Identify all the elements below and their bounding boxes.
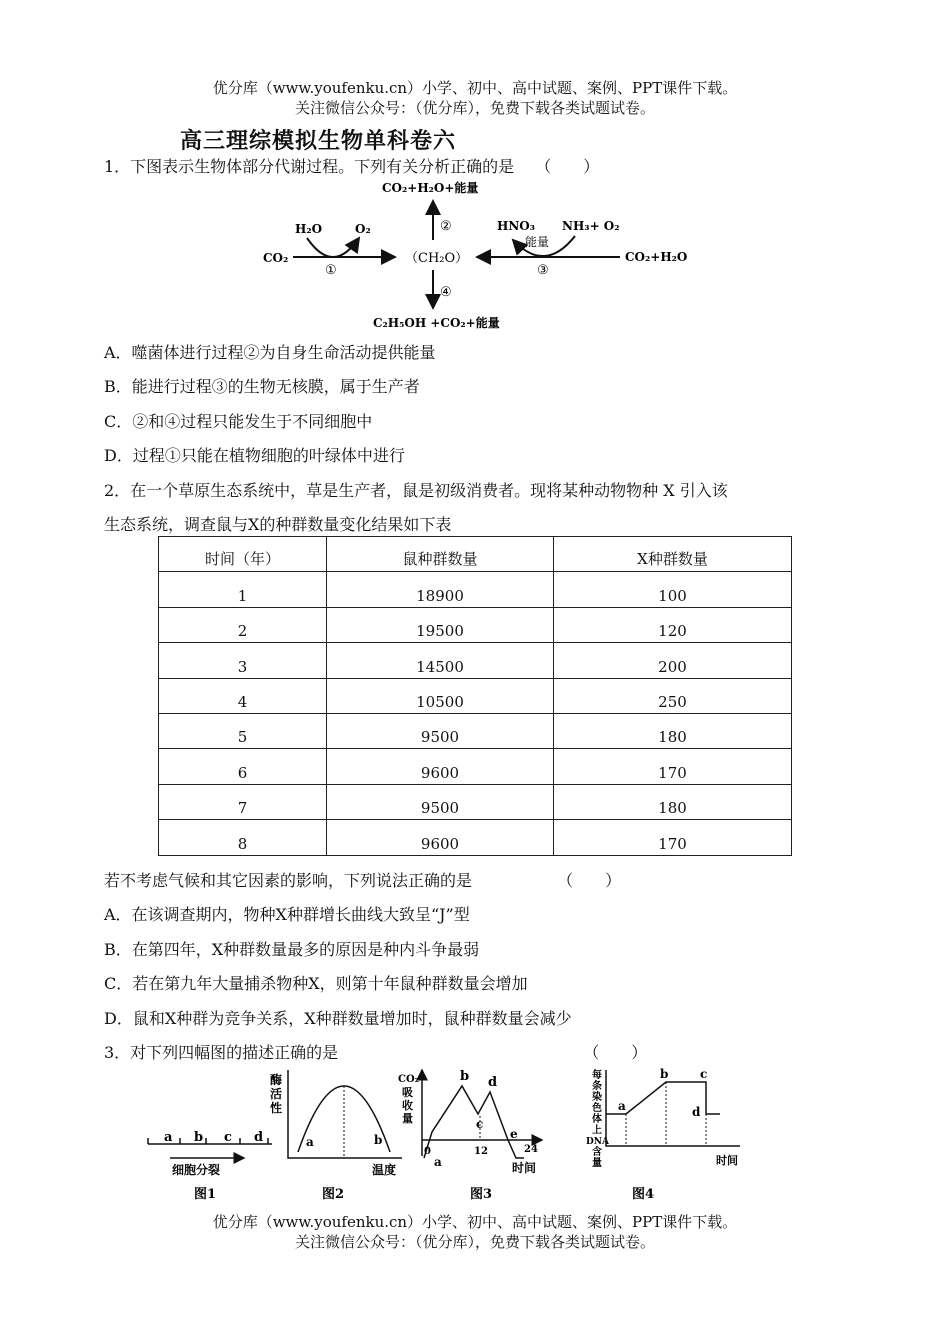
- fig2-ylabel-1: 酶: [270, 1073, 283, 1087]
- q1-label-1: ①: [325, 263, 337, 278]
- q2-question: [104, 870, 621, 892]
- fig4-ylabel-1: 每: [592, 1070, 602, 1081]
- table-header-row: [159, 537, 792, 572]
- q1-label-4: ④: [440, 285, 452, 300]
- fig3-xlabel: 时间: [512, 1161, 537, 1175]
- footer-line-2: 关注微信公众号：（优分库），免费下载各类试题试卷。: [294, 1233, 655, 1251]
- fig4-ylabel-2: 条: [592, 1081, 602, 1092]
- fig3-ylabel-3: 收: [402, 1099, 413, 1112]
- q1-label-2: ②: [440, 219, 452, 234]
- footer-line-1: 优分库（www.youfenku.cn）小学、初中、高中试题、案例、PPT课件下载。: [212, 1213, 738, 1231]
- q1-option-c: C．②和④过程只能发生于不同细胞中: [104, 412, 373, 431]
- q1-o2: O₂: [355, 222, 371, 236]
- q3-fig2: [270, 1070, 402, 1202]
- q1-h2o: H₂O: [295, 222, 323, 236]
- table-cell: 6: [159, 749, 327, 784]
- table-cell: 200: [554, 643, 792, 678]
- fig4-point-b: b: [660, 1067, 669, 1081]
- table-cell: 9500: [327, 713, 554, 748]
- fig3-point-d: d: [488, 1075, 498, 1090]
- fig1-caption: 图1: [194, 1187, 217, 1202]
- fig3-tick-24: 24: [524, 1144, 538, 1155]
- fig4-point-a: a: [618, 1099, 626, 1113]
- q1-nh3-o2: NH₃+ O₂: [562, 219, 620, 233]
- q3-fig3: [398, 1069, 542, 1202]
- table-row: [159, 678, 792, 713]
- fig4-ylabel-9: 量: [592, 1158, 602, 1169]
- table-header-cell: 鼠种群数量: [327, 537, 554, 572]
- table-cell: 9500: [327, 784, 554, 819]
- table-cell: 9600: [327, 749, 554, 784]
- header-line-2: 关注微信公众号：（优分库），免费下载各类试题试卷。: [294, 99, 655, 117]
- q2-option-c: C．若在第九年大量捕杀物种X，则第十年鼠种群数量会增加: [104, 974, 528, 993]
- q1-curve-1: [307, 238, 359, 257]
- fig4-ylabel-7: DNA: [586, 1137, 610, 1147]
- q1-answer-paren: （ ）: [535, 157, 600, 176]
- q3-figures: [140, 1062, 770, 1204]
- q1-stem: [104, 156, 599, 178]
- q1-diagram-bottom-label: C₂H₅OH +CO₂+能量: [373, 316, 500, 330]
- fig2-point-b: b: [374, 1133, 383, 1147]
- fig3-tick-0: 0: [424, 1146, 431, 1157]
- table-row: [159, 607, 792, 642]
- table-cell: 120: [554, 607, 792, 642]
- table-cell: 5: [159, 713, 327, 748]
- q1-stem-text: 1．下图表示生物体部分代谢过程。下列有关分析正确的是: [104, 157, 515, 176]
- fig2-ylabel-2: 活: [270, 1087, 283, 1101]
- header-line-1: 优分库（www.youfenku.cn）小学、初中、高中试题、案例、PPT课件下载。: [212, 79, 738, 97]
- q1-right-co2-h2o: CO₂+H₂O: [625, 250, 688, 264]
- table-row: [159, 820, 792, 855]
- table-row: [159, 643, 792, 678]
- fig3-point-e: e: [510, 1127, 518, 1141]
- q2-population-table: [158, 536, 792, 856]
- table-cell: 180: [554, 713, 792, 748]
- table-cell: 170: [554, 749, 792, 784]
- q2-option-b: B．在第四年，X种群数量最多的原因是种内斗争最弱: [104, 940, 480, 959]
- fig3-tick-12: 12: [474, 1146, 488, 1157]
- table-cell: 180: [554, 784, 792, 819]
- q1-option-b: B．能进行过程③的生物无核膜，属于生产者: [104, 377, 420, 396]
- fig2-point-a: a: [306, 1135, 314, 1149]
- table-cell: 10500: [327, 678, 554, 713]
- q3-answer-paren: （ ）: [583, 1043, 648, 1062]
- q3-fig1: [148, 1130, 272, 1202]
- table-cell: 18900: [327, 572, 554, 607]
- fig4-xlabel: 时间: [716, 1154, 738, 1167]
- q1-hno3: HNO₃: [497, 219, 536, 233]
- table-cell: 8: [159, 820, 327, 855]
- fig3-point-c: c: [476, 1117, 484, 1131]
- table-header-cell: 时间（年）: [159, 537, 327, 572]
- q1-label-3: ③: [537, 263, 549, 278]
- table-row: [159, 784, 792, 819]
- q1-energy: 能量: [525, 235, 550, 249]
- fig4-ylabel-5: 体: [592, 1114, 602, 1125]
- table-row: [159, 572, 792, 607]
- table-cell: 1: [159, 572, 327, 607]
- fig4-ylabel-4: 色: [592, 1103, 602, 1114]
- fig3-point-b: b: [460, 1069, 470, 1084]
- table-cell: 9600: [327, 820, 554, 855]
- fig1-label-b: b: [194, 1130, 204, 1145]
- q1-left-co2: CO₂: [263, 251, 289, 265]
- fig3-ylabel-1: CO₂: [398, 1074, 420, 1085]
- q2-stem-line-2: 生态系统，调查鼠与X的种群数量变化结果如下表: [104, 515, 452, 534]
- fig1-label-c: c: [224, 1130, 232, 1145]
- table-row: [159, 749, 792, 784]
- fig1-axis-label: 细胞分裂: [172, 1163, 221, 1177]
- table-row: [159, 713, 792, 748]
- fig1-label-d: d: [254, 1130, 264, 1145]
- q3-stem-text: 3．对下列四幅图的描述正确的是: [104, 1043, 339, 1062]
- table-cell: 2: [159, 607, 327, 642]
- q1-option-a: A．噬菌体进行过程②为自身生命活动提供能量: [104, 343, 436, 362]
- page-title: 高三理综模拟生物单科卷六: [180, 128, 457, 154]
- fig4-ylabel-8: 含: [592, 1147, 602, 1158]
- q3-stem: [104, 1042, 647, 1064]
- q3-fig4: [586, 1067, 740, 1202]
- table-cell: 4: [159, 678, 327, 713]
- q1-option-d: D．过程①只能在植物细胞的叶绿体中进行: [104, 446, 405, 465]
- q1-diagram-center-label: （CH₂O）: [405, 251, 469, 266]
- fig4-point-d: d: [692, 1105, 701, 1119]
- table-cell: 3: [159, 643, 327, 678]
- table-cell: 19500: [327, 607, 554, 642]
- fig4-point-c: c: [700, 1067, 708, 1081]
- fig3-caption: 图3: [470, 1187, 493, 1202]
- table-cell: 14500: [327, 643, 554, 678]
- fig4-ylabel-6: 上: [592, 1125, 602, 1136]
- fig2-caption: 图2: [322, 1187, 345, 1202]
- q2-option-d: D．鼠和X种群为竞争关系，X种群数量增加时，鼠种群数量会减少: [104, 1009, 572, 1028]
- q2-option-a: A．在该调查期内，物种X种群增长曲线大致呈“J”型: [104, 905, 470, 924]
- fig3-ylabel-4: 量: [402, 1112, 413, 1125]
- table-cell: 250: [554, 678, 792, 713]
- fig4-caption: 图4: [632, 1187, 655, 1202]
- q2-answer-paren: （ ）: [557, 871, 622, 890]
- fig3-point-a: a: [434, 1155, 442, 1169]
- fig1-label-a: a: [164, 1130, 173, 1145]
- table-cell: 100: [554, 572, 792, 607]
- fig3-ylabel-2: 吸: [402, 1086, 413, 1099]
- q1-diagram-top-label: CO₂+H₂O+能量: [382, 181, 479, 195]
- q2-stem-line-1: 2．在一个草原生态系统中，草是生产者，鼠是初级消费者。现将某种动物物种 X 引入该: [104, 481, 728, 500]
- table-cell: 170: [554, 820, 792, 855]
- table-cell: 7: [159, 784, 327, 819]
- q1-metabolism-diagram: [255, 178, 695, 333]
- fig4-ylabel-3: 染: [592, 1092, 602, 1103]
- table-header-cell: X种群数量: [554, 537, 792, 572]
- fig2-ylabel-3: 性: [270, 1101, 283, 1115]
- fig2-xlabel: 温度: [372, 1163, 397, 1177]
- q2-question-text: 若不考虑气候和其它因素的影响，下列说法正确的是: [104, 871, 473, 890]
